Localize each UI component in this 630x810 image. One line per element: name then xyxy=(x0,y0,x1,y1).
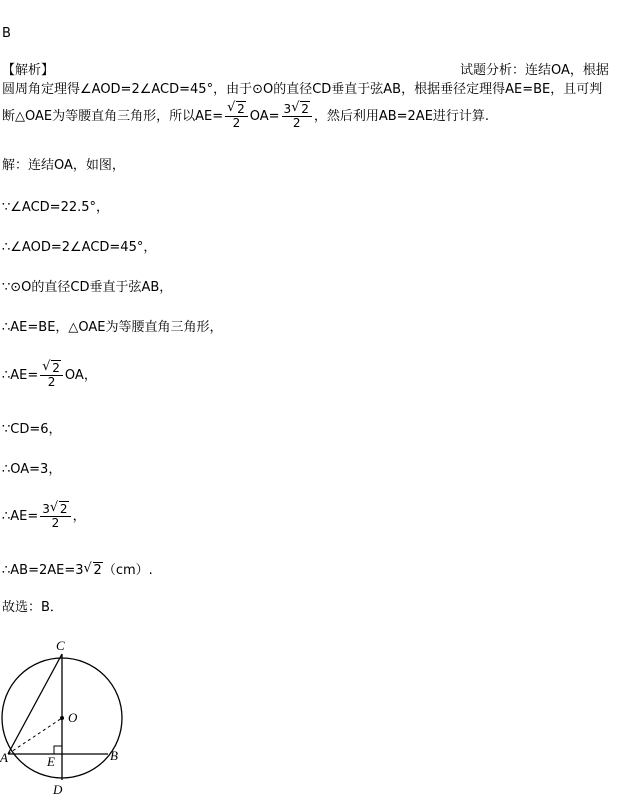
label-o: O xyxy=(68,710,78,725)
solution-step-9: ∴AE= $\frac{3√ 2}{2}$ ， xyxy=(2,503,86,530)
label-b: B xyxy=(110,748,118,763)
circle-figure xyxy=(0,636,140,806)
analysis-line-2: 圆周角定理得∠AOD=2∠ACD=45°，由于⊙O的直径CD垂直于弦AB，根据垂径定理得AE=BE，且可判 xyxy=(2,82,603,97)
segment-ac xyxy=(8,654,62,754)
analysis-hint: 试题分析：连结OA，根据 xyxy=(460,63,609,78)
analysis-line-3-c: ，然后利用AB=2AE进行计算. xyxy=(313,109,490,124)
answer-letter: B xyxy=(2,26,11,41)
solution-step-1: 解：连结OA，如图， xyxy=(2,158,125,173)
point-o xyxy=(60,716,64,720)
label-d: D xyxy=(53,782,63,797)
solution-step-4: ∵⊙O的直径CD垂直于弦AB， xyxy=(2,280,173,295)
fraction-3sqrt2-over-2: $\frac{3√ 2}{2}$ xyxy=(40,503,70,530)
solution-step-3: ∴∠AOD=2∠ACD=45°， xyxy=(2,240,157,255)
sqrt-2: √ 2 xyxy=(84,563,103,579)
fraction-sqrt2-over-2: √ $\frac{2}{2}$ xyxy=(40,362,63,389)
analysis-line-3-b: OA= xyxy=(249,109,280,124)
solution-step-8: ∴OA=3， xyxy=(2,462,62,477)
label-a: A xyxy=(0,750,8,765)
fraction-3sqrt2-over-2: $\frac{3√ 2}{2}$ xyxy=(282,103,312,130)
solution-step-5: ∴AE=BE，△OAE为等腰直角三角形， xyxy=(2,320,223,335)
solution-conclusion: 故选：B． xyxy=(2,600,63,615)
solution-step-2: ∵∠ACD=22.5°， xyxy=(2,200,110,215)
solution-step-6: ∴AE= √ $\frac{2}{2}$ OA， xyxy=(2,362,97,389)
solution-step-7: ∵CD=6， xyxy=(2,422,62,437)
analysis-header: 【解析】 xyxy=(2,63,55,78)
analysis-line-3 xyxy=(2,103,489,130)
label-e: E xyxy=(47,754,55,769)
analysis-line-3-a: 断△OAE为等腰直角三角形，所以AE= xyxy=(2,109,224,124)
solution-step-10: ∴AB=2AE=3√ 2（cm）. xyxy=(2,563,153,579)
label-c: C xyxy=(56,638,65,653)
fraction-sqrt2-over-2: √ $\frac{2}{2}$ xyxy=(225,103,248,130)
right-angle-mark xyxy=(54,746,62,754)
